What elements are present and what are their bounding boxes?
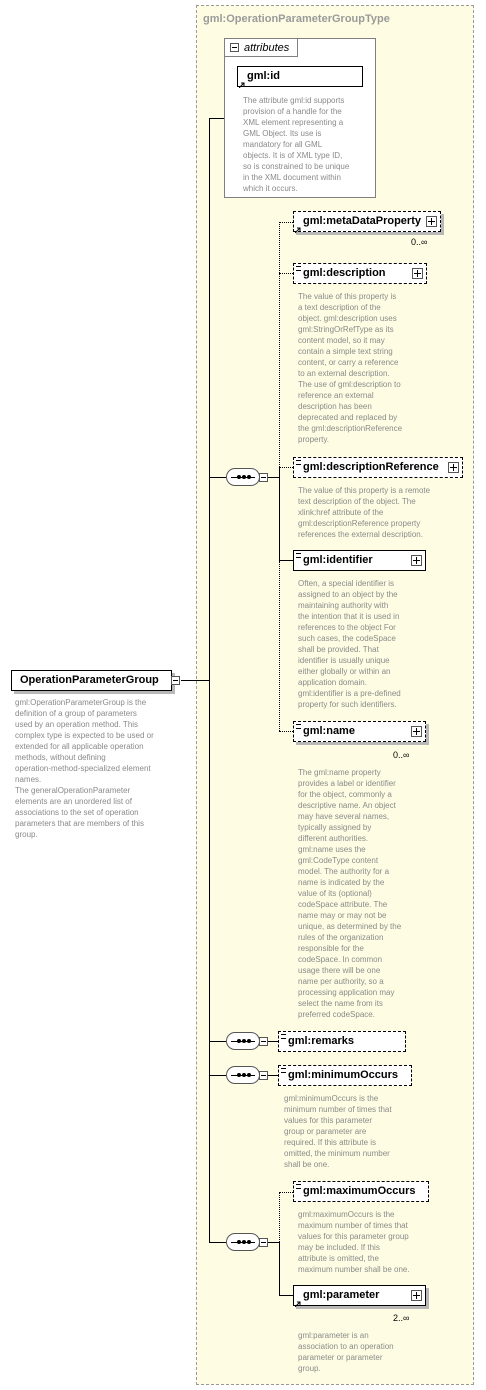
expand-icon[interactable] xyxy=(411,726,422,737)
reference-arrow-icon xyxy=(295,224,301,230)
collapse-icon[interactable] xyxy=(230,43,239,52)
name-doc: The gml:name property provides a label or identifier for the object, commonly a descriptive name. An object may have several names, typically assigned by different authorities. gml:name uses the gml:CodeType content model. The authority for a name is indicated by the value of its (optional) codeSpace attribute. The name may or may not be unique, as determined by the rules of the organization responsible for the codeSpace. In common usage there will be one name per authority, so a processing application may select the name from its preferred codeSpace. xyxy=(298,768,402,1019)
element-remarks[interactable] xyxy=(278,1031,406,1052)
expand-icon[interactable] xyxy=(412,268,423,279)
element-maximumoccurs[interactable] xyxy=(293,1181,429,1202)
multiplicity: 0..∞ xyxy=(393,750,410,760)
descriptionreference-doc: The value of this property is a remote text description of the object. The xlink:href attribute of the gml:descriptionReference property references the external description. xyxy=(298,486,431,539)
description-doc: The value of this property is a text description of the object. gml:description uses gml:StringOrRefType as its content model, so it may contain a simple text string content, or carry a reference to an external description. The use of gml:description to reference an external description has been deprecated and replaced by the gml:descriptionReference property. xyxy=(298,292,403,444)
root-element-box[interactable] xyxy=(11,670,172,691)
sequence-compositor[interactable] xyxy=(226,1032,260,1050)
expand-icon[interactable] xyxy=(411,1290,422,1301)
documentation-icon xyxy=(296,724,301,729)
maximumoccurs-doc: gml:maximumOccurs is the maximum number of times that values for this parameter group may be included. If this attribute is omitted, the maximum number shall be one. xyxy=(298,1210,410,1274)
documentation-icon xyxy=(296,266,301,271)
root-description: gml:OperationParameterGroup is the definition of a group of parameters used by an operation method. This complex type is expected to be used or extended for all applicable operation methods, without defining operation-method-specialized element names. The generalOperationParameter elements are an unordered list of associations to the set of operation parameters that are members of this group. xyxy=(15,698,154,839)
expand-icon[interactable] xyxy=(411,555,422,566)
documentation-icon xyxy=(296,460,301,465)
element-descriptionreference[interactable] xyxy=(293,457,463,478)
element-label: gml:metaDataProperty xyxy=(303,215,421,227)
sequence-compositor[interactable] xyxy=(226,1233,260,1251)
element-minimumoccurs[interactable] xyxy=(278,1065,412,1086)
root-element-label: OperationParameterGroup xyxy=(20,674,159,686)
attribute-id-description: The attribute gml:id supports provision of a handle for the XML element representing a GML Object. Its use is mandatory for all GML objects. It is of XML type ID, so is constrained to be unique in the XML document within which it occurs. xyxy=(243,96,350,193)
element-label: gml:description xyxy=(303,267,386,279)
element-label: gml:parameter xyxy=(303,1289,380,1301)
collapse-icon[interactable] xyxy=(171,676,180,685)
element-label: gml:descriptionReference xyxy=(303,461,439,473)
multiplicity: 2..∞ xyxy=(393,1313,410,1323)
collapse-icon[interactable] xyxy=(259,1238,268,1247)
documentation-icon xyxy=(296,553,301,558)
expand-icon[interactable] xyxy=(448,462,459,473)
collapse-icon[interactable] xyxy=(259,1071,268,1080)
minimumoccurs-doc: gml:minimumOccurs is the minimum number of times that values for this parameter group or parameter are required. If this attribute is omitted, the minimum number shall be one. xyxy=(284,1094,392,1169)
attribute-label: gml:id xyxy=(247,70,280,82)
documentation-icon xyxy=(281,1068,286,1073)
attribute-gml-id[interactable] xyxy=(237,66,363,87)
element-label: gml:maximumOccurs xyxy=(303,1185,416,1197)
element-identifier[interactable] xyxy=(293,550,426,571)
collapse-icon[interactable] xyxy=(259,1037,268,1046)
documentation-icon xyxy=(296,1184,301,1189)
type-title: gml:OperationParameterGroupType xyxy=(203,13,390,25)
sequence-compositor[interactable] xyxy=(226,1066,260,1084)
element-label: gml:minimumOccurs xyxy=(288,1069,399,1081)
element-description[interactable] xyxy=(293,263,427,284)
element-name[interactable] xyxy=(293,721,426,742)
element-label: gml:remarks xyxy=(288,1035,355,1047)
parameter-doc: gml:parameter is an association to an operation parameter or parameter group. xyxy=(298,1331,394,1373)
multiplicity: 0..∞ xyxy=(411,237,428,247)
identifier-doc: Often, a special identifier is assigned to an object by the maintaining authority with the intention that it is used in references to the object For such cases, the codeSpace shall be provided. That identifier is usually unique either globally or within an application domain. gml:identifier is a pre-defined property for such identifiers. xyxy=(298,579,401,709)
element-label: gml:identifier xyxy=(303,554,373,566)
attributes-tab[interactable] xyxy=(224,38,298,57)
documentation-icon xyxy=(281,1034,286,1039)
reference-arrow-icon xyxy=(239,79,245,85)
element-metadataproperty[interactable] xyxy=(293,211,441,232)
sequence-compositor[interactable] xyxy=(226,468,260,486)
element-parameter[interactable] xyxy=(293,1285,426,1306)
expand-icon[interactable] xyxy=(426,216,437,227)
reference-arrow-icon xyxy=(295,1298,301,1304)
element-label: gml:name xyxy=(303,725,355,737)
collapse-icon[interactable] xyxy=(259,473,268,482)
attributes-label: attributes xyxy=(244,42,290,54)
